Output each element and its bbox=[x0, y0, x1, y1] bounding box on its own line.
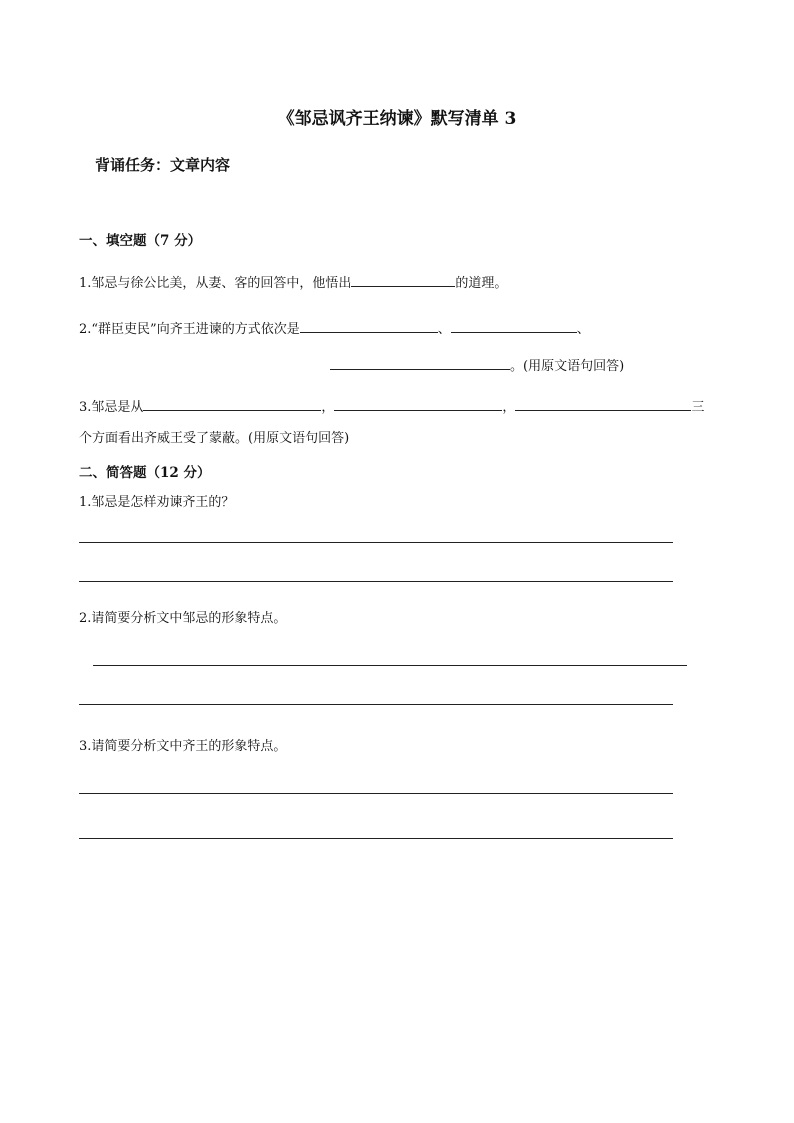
short-question-1: 1.邹忌是怎样劝谏齐王的？ bbox=[79, 495, 235, 510]
fill-blank-2b[interactable] bbox=[451, 320, 577, 333]
document-title: 《邹忌讽齐王纳谏》默写清单 3 bbox=[277, 109, 517, 129]
answer-line-2a[interactable] bbox=[93, 665, 687, 666]
fill-blank-1[interactable] bbox=[351, 274, 455, 287]
short-question-2: 2.请简要分析文中邹忌的形象特点。 bbox=[79, 611, 287, 626]
fill-blank-3b[interactable] bbox=[334, 398, 502, 411]
fill-question-2-continued bbox=[330, 355, 624, 374]
answer-line-2b[interactable] bbox=[79, 704, 673, 705]
section-fill-in-heading: 一、填空题（7 分） bbox=[79, 233, 202, 249]
fill-question-1-text: 1.邹忌与徐公比美，从妻、客的回答中，他悟出 bbox=[79, 276, 352, 291]
fill-question-2-sep1: 、 bbox=[437, 322, 451, 337]
answer-line-1b[interactable] bbox=[79, 581, 673, 582]
fill-question-3-text: 3.邹忌是从 bbox=[79, 400, 144, 415]
fill-blank-3c[interactable] bbox=[515, 398, 691, 411]
answer-line-3a[interactable] bbox=[79, 793, 673, 794]
fill-question-2-sep2: 、 bbox=[576, 322, 590, 337]
fill-question-3 bbox=[79, 396, 704, 415]
fill-question-1-suffix: 的道理。 bbox=[455, 276, 508, 291]
section-short-answer-heading: 二、简答题（12 分） bbox=[79, 465, 211, 481]
answer-line-1a[interactable] bbox=[79, 542, 673, 543]
short-question-3: 3.请简要分析文中齐王的形象特点。 bbox=[79, 739, 287, 754]
fill-blank-3a[interactable] bbox=[143, 398, 321, 411]
fill-blank-2c[interactable] bbox=[330, 357, 510, 370]
fill-question-2-text: 2.“群臣吏民”向齐王进谏的方式依次是 bbox=[79, 322, 300, 337]
fill-question-3-line2: 个方面看出齐威王受了蒙蔽。(用原文语句回答) bbox=[79, 431, 350, 446]
fill-question-1 bbox=[79, 272, 507, 291]
fill-question-3-comma2: ， bbox=[502, 400, 516, 415]
fill-question-3-comma1: ， bbox=[321, 400, 335, 415]
fill-blank-2a[interactable] bbox=[300, 320, 438, 333]
recitation-task: 背诵任务：文章内容 bbox=[95, 156, 231, 174]
fill-question-2-suffix: 。(用原文语句回答) bbox=[510, 359, 625, 374]
answer-line-3b[interactable] bbox=[79, 838, 673, 839]
fill-question-2 bbox=[79, 318, 590, 337]
fill-question-3-suffix: 三 bbox=[691, 400, 705, 415]
